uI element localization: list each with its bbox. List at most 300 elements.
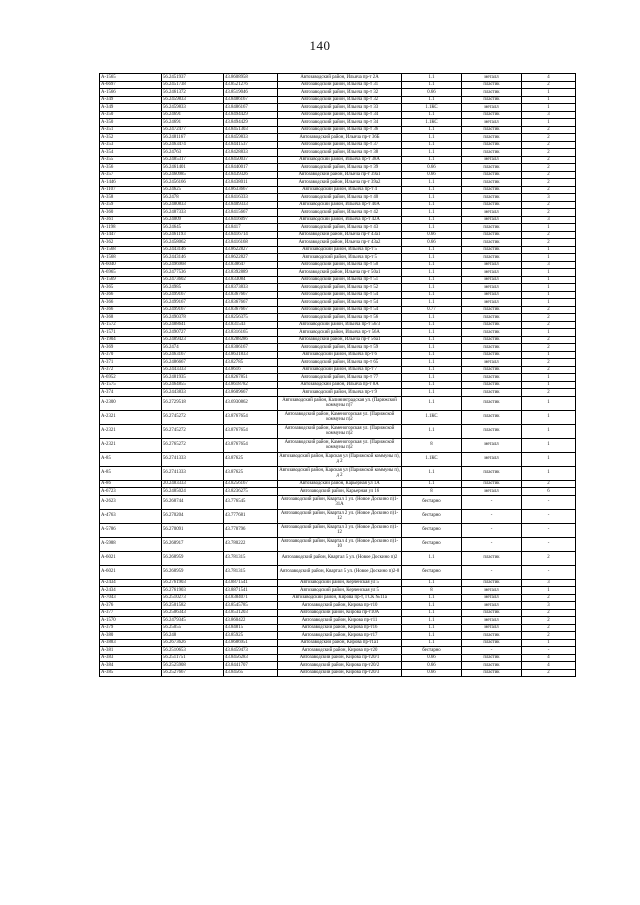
latitude-cell: 56.2486667: [162, 359, 224, 367]
container-material-cell: пластик: [462, 336, 522, 344]
container-volume-cell: 1.1: [402, 351, 462, 359]
table-row: [100, 164, 576, 172]
longitude-cell: 43.8486167: [224, 96, 278, 104]
table-row: [100, 466, 576, 480]
latitude-cell: 56.24985: [162, 284, 224, 292]
container-count-cell: 2: [522, 209, 576, 217]
longitude-cell: 43.780222: [224, 537, 278, 551]
table-row: [100, 321, 576, 329]
container-count-cell: 1: [522, 254, 576, 262]
site-code-cell: А-352: [100, 134, 162, 142]
site-code-cell: А-85: [100, 452, 162, 466]
address-cell: Автозаводский район, Ильича пр-т 31: [278, 81, 402, 89]
longitude-cell: 43.860422: [224, 617, 278, 625]
table-row: [100, 632, 576, 640]
address-cell: Автозаводский район, Ильича пр-т 36Б: [278, 134, 402, 142]
latitude-cell: 56.2510273: [162, 594, 224, 602]
address-cell: Автозаводский район, Керченская ул 5: [278, 587, 402, 595]
site-code-cell: А-6040: [100, 261, 162, 269]
latitude-cell: 56.2443833: [162, 389, 224, 397]
container-volume-cell: 0.66: [402, 171, 462, 179]
container-count-cell: 2: [522, 314, 576, 322]
container-material-cell: пластик: [462, 179, 522, 187]
latitude-cell: 56.2474: [162, 344, 224, 352]
longitude-cell: 43.8316165: [224, 329, 278, 337]
container-volume-cell: 1.1: [402, 624, 462, 632]
container-volume-cell: 1.1КС: [402, 452, 462, 466]
longitude-cell: 43.8267851: [224, 374, 278, 382]
site-code-cell: А-6965: [100, 269, 162, 277]
address-cell: Автозаводский район, Квартал 5 ул. (Новое Доскино п)2: [278, 551, 402, 565]
site-code-cell: А-355: [100, 156, 162, 164]
site-code-cell: А-371: [100, 359, 162, 367]
site-code-cell: А-361: [100, 216, 162, 224]
container-count-cell: 1: [522, 96, 576, 104]
container-volume-cell: 1.1: [402, 321, 462, 329]
address-cell: Автозаводский район, Ильича пр-т 54: [278, 306, 402, 314]
table-row: [100, 594, 576, 602]
container-volume-cell: 1.1: [402, 134, 462, 142]
container-volume-cell: 0.66: [402, 164, 462, 172]
table-row: [100, 495, 576, 509]
longitude-cell: 43.8440017: [224, 164, 278, 172]
address-cell: Автозаводский район, Ильича пр-т 7: [278, 366, 402, 374]
site-code-cell: А-6697: [100, 81, 162, 89]
table-row: [100, 314, 576, 322]
address-cell: Автозаводский район, Квартал 1 ул. (Новое Доскино п)1-31А: [278, 495, 402, 509]
latitude-cell: 56.2745272: [162, 424, 224, 438]
latitude-cell: 56.2506343: [162, 609, 224, 617]
table-row: [100, 119, 576, 127]
address-cell: Автозаводский район, Ильича пр-т 54: [278, 299, 402, 307]
latitude-cell: 56.2525908: [162, 662, 224, 670]
site-code-cell: А-6723: [100, 488, 162, 496]
address-cell: Автозаводский район, Ильича пр-т 36: [278, 126, 402, 134]
container-material-cell: пластик: [462, 410, 522, 424]
latitude-cell: 56.2527667: [162, 669, 224, 677]
table-row: [100, 438, 576, 452]
container-material-cell: металл: [462, 452, 522, 466]
address-cell: Автозаводский район, Карьерная ул 16: [278, 488, 402, 496]
container-count-cell: 2: [522, 551, 576, 565]
container-count-cell: 2: [522, 81, 576, 89]
container-material-cell: пластик: [462, 314, 522, 322]
latitude-cell: 56.2472477: [162, 126, 224, 134]
longitude-cell: 43.8486167: [224, 104, 278, 112]
container-volume-cell: бестарно: [402, 565, 462, 579]
longitude-cell: 43.8428833: [224, 149, 278, 157]
container-count-cell: 3: [522, 194, 576, 202]
table-row: [100, 209, 576, 217]
longitude-cell: 43.8417: [224, 224, 278, 232]
longitude-cell: 43.8441707: [224, 662, 278, 670]
site-code-cell: А-3883: [100, 639, 162, 647]
container-count-cell: 1: [522, 396, 576, 410]
address-cell: Автозаводский район, Ильича пр-т 43: [278, 224, 402, 232]
container-volume-cell: 1.1: [402, 201, 462, 209]
latitude-cell: 56.2741333: [162, 452, 224, 466]
latitude-cell: 56.2463474: [162, 141, 224, 149]
longitude-cell: 43.8416714: [224, 231, 278, 239]
site-code-cell: А-356: [100, 164, 162, 172]
latitude-cell: 56.2459833: [162, 96, 224, 104]
container-count-cell: 2: [522, 306, 576, 314]
table-row: [100, 551, 576, 565]
site-code-cell: А-379: [100, 624, 162, 632]
table-row: [100, 254, 576, 262]
address-cell: Автозаводский район, Кирова пр-т20: [278, 647, 402, 655]
address-cell: Автозаводский район, Кирова пр-т20/3: [278, 669, 402, 677]
latitude-cell: 56.2443333: [162, 366, 224, 374]
table-row: [100, 89, 576, 97]
longitude-cell: 43.8521276: [224, 81, 278, 89]
container-count-cell: 2: [522, 321, 576, 329]
container-volume-cell: 1.1КС: [402, 410, 462, 424]
latitude-cell: 56.2673626: [162, 639, 224, 647]
table-row: [100, 669, 576, 677]
latitude-cell: 56.2499167: [162, 306, 224, 314]
container-material-cell: пластик: [462, 662, 522, 670]
address-cell: Автозаводский район, Ильича пр-т 9: [278, 389, 402, 397]
latitude-cell: 56.2485317: [162, 156, 224, 164]
latitude-cell: 56.270204: [162, 509, 224, 523]
address-cell: Автозаводский район, Ильича пр-т 42: [278, 209, 402, 217]
container-material-cell: пластик: [462, 480, 522, 488]
container-count-cell: 2: [522, 344, 576, 352]
longitude-cell: 43.8459833: [224, 134, 278, 142]
site-code-cell: А-1198: [100, 224, 162, 232]
longitude-cell: 43.8256375: [224, 314, 278, 322]
table-row: [100, 509, 576, 523]
site-code-cell: А-384: [100, 662, 162, 670]
latitude-cell: 56.2461401: [162, 164, 224, 172]
latitude-cell: 56.2459833: [162, 104, 224, 112]
longitude-cell: 43.8373833: [224, 284, 278, 292]
latitude-cell: 56.2451937: [162, 74, 224, 82]
site-code-cell: А-1569: [100, 276, 162, 284]
container-material-cell: металл: [462, 269, 522, 277]
longitude-cell: 43.87625: [224, 452, 278, 466]
address-cell: Автозаводский район, Ильича пр-т 38А: [278, 156, 402, 164]
latitude-cell: 56.2443146: [162, 254, 224, 262]
container-count-cell: 2: [522, 179, 576, 187]
latitude-cell: 56.2479345: [162, 617, 224, 625]
container-volume-cell: 1.1: [402, 551, 462, 565]
longitude-cell: 43.8494429: [224, 111, 278, 119]
address-cell: Автозаводский район, Ильича пр-т 33: [278, 104, 402, 112]
site-code-cell: А-357: [100, 171, 162, 179]
container-volume-cell: 1.1: [402, 276, 462, 284]
table-row: [100, 96, 576, 104]
container-count-cell: 6: [522, 488, 576, 496]
table-row: [100, 269, 576, 277]
address-cell: Автозаводский район, Кирова пр-т, ГСК №11а: [278, 594, 402, 602]
longitude-cell: 43.8767654: [224, 410, 278, 424]
address-cell: Автозаводский район, Кирова пр-т10: [278, 602, 402, 610]
container-count-cell: 1: [522, 89, 576, 97]
container-count-cell: 1: [522, 224, 576, 232]
site-code-cell: А-380: [100, 632, 162, 640]
container-count-cell: 1: [522, 466, 576, 480]
latitude-cell: 56.2480833: [162, 201, 224, 209]
container-volume-cell: 0.66: [402, 669, 462, 677]
container-volume-cell: 1.1: [402, 81, 462, 89]
container-count-cell: 2: [522, 480, 576, 488]
latitude-cell: 56.270091: [162, 523, 224, 537]
container-material-cell: металл: [462, 119, 522, 127]
site-code-cell: А-349: [100, 96, 162, 104]
table-row: [100, 565, 576, 579]
container-material-cell: металл: [462, 284, 522, 292]
site-code-cell: А-6952: [100, 374, 162, 382]
container-count-cell: 2: [522, 594, 576, 602]
longitude-cell: 43.8306167: [224, 344, 278, 352]
container-material-cell: металл: [462, 209, 522, 217]
latitude-cell: 56.2481935: [162, 374, 224, 382]
longitude-cell: 43.8456283: [224, 654, 278, 662]
address-cell: Автозаводский район, Квартал 4 ул. (Новое Доскино п)1-10: [278, 537, 402, 551]
latitude-cell: 56.2443146: [162, 246, 224, 254]
latitude-cell: 56.2460985: [162, 171, 224, 179]
table-row: [100, 366, 576, 374]
latitude-cell: 56.2490727: [162, 329, 224, 337]
container-volume-cell: 1.1: [402, 209, 462, 217]
longitude-cell: 43.8616: [224, 366, 278, 374]
site-code-cell: А-6021: [100, 565, 162, 579]
container-material-cell: -: [462, 509, 522, 523]
table-row: [100, 336, 576, 344]
longitude-cell: 43.838647: [224, 261, 278, 269]
latitude-cell: 56.24691: [162, 119, 224, 127]
container-material-cell: пластик: [462, 81, 522, 89]
container-count-cell: 2: [522, 359, 576, 367]
container-material-cell: пластик: [462, 164, 522, 172]
longitude-cell: 43.87625: [224, 466, 278, 480]
container-count-cell: 2: [522, 141, 576, 149]
address-cell: Автозаводский район, Каменогорская ул. (Парижской коммуны п)2: [278, 410, 402, 424]
table-row: [100, 344, 576, 352]
latitude-cell: 56.2481167: [162, 134, 224, 142]
container-count-cell: 1: [522, 452, 576, 466]
table-row: [100, 74, 576, 82]
container-material-cell: пластик: [462, 134, 522, 142]
longitude-cell: 43.8256167: [224, 480, 278, 488]
latitude-cell: 56.2456166: [162, 179, 224, 187]
container-count-cell: 1: [522, 381, 576, 389]
table-row: [100, 231, 576, 239]
latitude-cell: 56.2478: [162, 194, 224, 202]
table-row: [100, 662, 576, 670]
longitude-cell: 43.8633667: [224, 186, 278, 194]
container-count-cell: 3: [522, 216, 576, 224]
container-volume-cell: 8: [402, 438, 462, 452]
site-code-cell: А-1568: [100, 254, 162, 262]
table-row: [100, 81, 576, 89]
container-count-cell: 3: [522, 261, 576, 269]
table-row: [100, 488, 576, 496]
container-volume-cell: бестарно: [402, 509, 462, 523]
container-count-cell: 1: [522, 351, 576, 359]
site-code-cell: А-2300: [100, 396, 162, 410]
table-row: [100, 261, 576, 269]
address-cell: Автозаводский район, Ильича пр-т 6: [278, 351, 402, 359]
longitude-cell: 43.8459473: [224, 647, 278, 655]
container-volume-cell: 1.1: [402, 359, 462, 367]
latitude-cell: 56.268959: [162, 551, 224, 565]
container-volume-cell: 1.1: [402, 141, 462, 149]
container-material-cell: пластик: [462, 344, 522, 352]
latitude-cell: 56.2451738: [162, 81, 224, 89]
container-count-cell: 1: [522, 246, 576, 254]
latitude-cell: 56.2761903: [162, 579, 224, 587]
longitude-cell: 43.8609667: [224, 389, 278, 397]
container-volume-cell: 1.1: [402, 111, 462, 119]
table-row: [100, 654, 576, 662]
address-cell: Автозаводский район, Ильича пр-т 34: [278, 119, 402, 127]
longitude-cell: 43.8631833: [224, 351, 278, 359]
latitude-cell: 56.25055: [162, 624, 224, 632]
container-count-cell: 3: [522, 111, 576, 119]
latitude-cell: 56.2510653: [162, 647, 224, 655]
table-row: [100, 149, 576, 157]
longitude-cell: 43.781315: [224, 551, 278, 565]
container-volume-cell: 1.1: [402, 480, 462, 488]
container-count-cell: 2: [522, 632, 576, 640]
latitude-cell: 56.2487333: [162, 209, 224, 217]
site-code-cell: А-2321: [100, 410, 162, 424]
address-cell: Автозаводский район, Карьерная ул 1А: [278, 480, 402, 488]
address-cell: Автозаводский район, Ильича пр-т 39а2: [278, 179, 402, 187]
site-code-cell: А-2623: [100, 495, 162, 509]
table-row: [100, 410, 576, 424]
address-cell: Автозаводский район, Ильича пр-т 50: [278, 261, 402, 269]
longitude-cell: 43.84815: [224, 624, 278, 632]
site-code-cell: А-366: [100, 291, 162, 299]
table-row: [100, 141, 576, 149]
site-code-cell: А-4763: [100, 509, 162, 523]
latitude-cell: 56.24691: [162, 111, 224, 119]
site-code-cell: А-1568: [100, 246, 162, 254]
longitude-cell: 43.8409333: [224, 201, 278, 209]
address-cell: Автозаводский район, Ильича пр-т 59: [278, 344, 402, 352]
address-cell: Автозаводский район, Ильича пр-т 51: [278, 276, 402, 284]
container-material-cell: металл: [462, 438, 522, 452]
site-code-cell: А-1570: [100, 617, 162, 625]
container-material-cell: металл: [462, 594, 522, 602]
table-row: [100, 171, 576, 179]
longitude-cell: 43.8392889: [224, 269, 278, 277]
table-row: [100, 579, 576, 587]
container-count-cell: 2: [522, 231, 576, 239]
container-count-cell: 2: [522, 164, 576, 172]
longitude-cell: 43.82785: [224, 359, 278, 367]
latitude-cell: 56.24763: [162, 149, 224, 157]
longitude-cell: 43.833084: [224, 276, 278, 284]
container-material-cell: пластик: [462, 231, 522, 239]
container-count-cell: 2: [522, 366, 576, 374]
table-row: [100, 624, 576, 632]
latitude-cell: 56.2458062: [162, 239, 224, 247]
table-row: [100, 480, 576, 488]
table-row: [100, 537, 576, 551]
address-cell: Автозаводский район, Кирова пр-т11: [278, 617, 402, 625]
table-row: [100, 396, 576, 410]
container-count-cell: 1: [522, 276, 576, 284]
longitude-cell: 43.8686951: [224, 639, 278, 647]
longitude-cell: 43.8531203: [224, 609, 278, 617]
container-count-cell: 2: [522, 389, 576, 397]
container-material-cell: металл: [462, 156, 522, 164]
container-material-cell: -: [462, 565, 522, 579]
site-code-cell: А-376: [100, 602, 162, 610]
container-material-cell: металл: [462, 104, 522, 112]
latitude-cell: 56.2745272: [162, 410, 224, 424]
container-count-cell: 2: [522, 186, 576, 194]
container-count-cell: 1: [522, 299, 576, 307]
container-material-cell: пластик: [462, 149, 522, 157]
container-count-cell: 1: [522, 269, 576, 277]
site-code-cell: А-374: [100, 389, 162, 397]
address-cell: Автозаводский район, Ильича пр-т 56а1: [278, 336, 402, 344]
container-count-cell: -: [522, 495, 576, 509]
container-material-cell: -: [462, 523, 522, 537]
site-code-cell: А-350: [100, 111, 162, 119]
site-code-cell: А-358: [100, 194, 162, 202]
site-code-cell: А-377: [100, 609, 162, 617]
container-volume-cell: 1.1: [402, 269, 462, 277]
longitude-cell: 43.8767654: [224, 424, 278, 438]
container-count-cell: 2: [522, 239, 576, 247]
container-material-cell: металл: [462, 488, 522, 496]
container-count-cell: 1: [522, 424, 576, 438]
address-cell: Автозаводский район, Ильича пр-т 40А: [278, 201, 402, 209]
address-cell: Автозаводский район, Кирова пр-т16: [278, 624, 402, 632]
address-cell: Автозаводский район, Кирова пр-т20/2: [278, 662, 402, 670]
address-cell: Автозаводский район, Ильича пр-т 42А: [278, 216, 402, 224]
container-material-cell: металл: [462, 359, 522, 367]
container-material-cell: пластик: [462, 224, 522, 232]
container-count-cell: 1: [522, 329, 576, 337]
latitude-cell: 56.2761903: [162, 587, 224, 595]
longitude-cell: 43.8236275: [224, 488, 278, 496]
longitude-cell: 43.8367667: [224, 299, 278, 307]
container-volume-cell: 1.1: [402, 396, 462, 410]
site-code-cell: А-1575: [100, 381, 162, 389]
longitude-cell: 43.8384071: [224, 594, 278, 602]
site-code-cell: А-2434: [100, 579, 162, 587]
container-volume-cell: 1.1: [402, 186, 462, 194]
address-cell: Автозаводский район, Ильича пр-т 43а2: [278, 239, 402, 247]
latitude-cell: 56.2488641: [162, 321, 224, 329]
longitude-cell: 43.8494429: [224, 119, 278, 127]
table-row: [100, 134, 576, 142]
container-count-cell: 1: [522, 119, 576, 127]
address-cell: Автозаводский район, Кирова пр-т17: [278, 632, 402, 640]
container-volume-cell: 0.77: [402, 306, 462, 314]
table-row: [100, 424, 576, 438]
container-material-cell: -: [462, 495, 522, 509]
latitude-cell: 56.2485024: [162, 488, 224, 496]
address-cell: Автозаводский район, Ильича пр-т 50а1: [278, 269, 402, 277]
latitude-cell: 56.2729518: [162, 396, 224, 410]
table-row: [100, 523, 576, 537]
site-code-cell: А-369: [100, 344, 162, 352]
table-row: [100, 246, 576, 254]
container-material-cell: металл: [462, 74, 522, 82]
container-material-cell: пластик: [462, 466, 522, 480]
container-volume-cell: 1.1: [402, 374, 462, 382]
longitude-cell: 43.8871541: [224, 579, 278, 587]
